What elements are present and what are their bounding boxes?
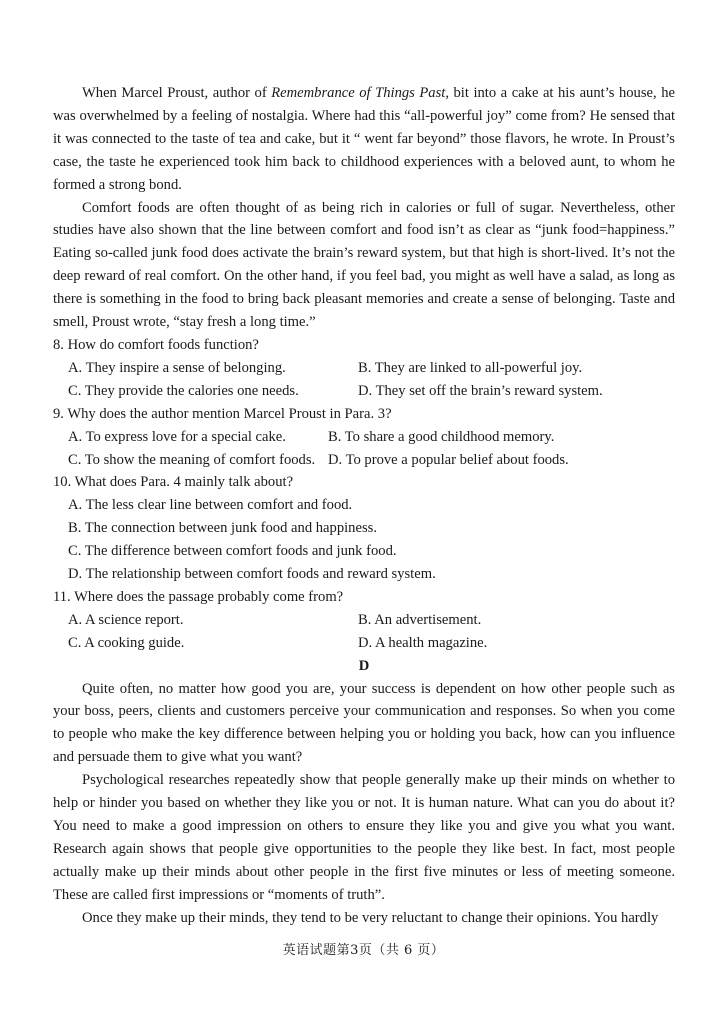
page-footer: 英语试题第3页（共 6 页） bbox=[282, 943, 445, 958]
option-a: A. A science report. bbox=[68, 611, 184, 628]
option-b: B. The connection between junk food and happiness. bbox=[68, 520, 377, 537]
paragraph-text: When Marcel Proust, author of bbox=[82, 85, 272, 101]
question-8 bbox=[53, 334, 675, 403]
section-heading: D bbox=[358, 657, 370, 674]
question-options bbox=[53, 357, 675, 403]
option-b: B. An advertisement. bbox=[358, 611, 482, 628]
option-b: B. To share a good childhood memory. bbox=[328, 428, 555, 445]
page-content bbox=[53, 82, 675, 930]
question-stem: 9. Why does the author mention Marcel Proust in Para. 3? bbox=[53, 405, 392, 422]
question-options bbox=[53, 609, 675, 655]
question-10 bbox=[53, 471, 675, 586]
question-9 bbox=[53, 403, 675, 472]
paragraph-comfort-foods: Comfort foods are often thought of as being rich in calories or full of sugar. Nevertheless, other studies have also shown that the line between comfort and food isn’t as clear as “junk food=happiness.” Eating so-called junk food does activate the brain’s reward system, but that high is short-lived. It’s not the deep reward of real comfort. On the other hand, if you feel bad, you might as well have a salad, as long as there is something in the food to bring back pleasant memories and create a sense of belonging. Taste and smell, Proust wrote, “stay fresh a long time.” bbox=[53, 199, 675, 331]
paragraph-text: , bit into a cake at his aunt’s house, he was overwhelmed by a feeling of nostalgia. Where had this “all-powerful joy” come from? He sensed that it was connected to the taste of tea and cake, but it “ went far beyond” those flavors, he wrote. In Proust’s case, the taste he experienced took him back to childhood experiences with a beloved aunt, to whom he formed a strong bond. bbox=[53, 85, 675, 193]
question-stem: 8. How do comfort foods function? bbox=[53, 336, 259, 353]
paragraph-success: Quite often, no matter how good you are, your success is dependent on how other people such as your boss, peers, clients and customers perceive your communication and responses. So when you come to people who make the key difference between helping you or holding you back, how can you influence and persuade them to give what you want? bbox=[53, 680, 675, 766]
option-d: D. To prove a popular belief about foods. bbox=[328, 451, 569, 468]
option-c: C. The difference between comfort foods and junk food. bbox=[68, 543, 397, 560]
option-c: C. To show the meaning of comfort foods. bbox=[68, 451, 316, 468]
question-stem: 11. Where does the passage probably come from? bbox=[53, 588, 344, 605]
paragraph-proust bbox=[53, 82, 675, 197]
question-options bbox=[53, 426, 675, 472]
option-a: A. The less clear line between comfort and food. bbox=[68, 497, 353, 514]
option-c: C. A cooking guide. bbox=[68, 634, 185, 651]
option-d: D. They set off the brain’s reward system. bbox=[358, 382, 603, 399]
paragraph-opinions: Once they make up their minds, they tend to be very reluctant to change their opinions. You hardly bbox=[82, 909, 659, 926]
option-a: A. They inspire a sense of belonging. bbox=[68, 359, 286, 376]
option-d: D. The relationship between comfort foods and reward system. bbox=[68, 566, 436, 583]
question-11 bbox=[53, 586, 675, 655]
paragraph-psychology: Psychological researches repeatedly show that people generally make up their minds on whether to help or hinder you based on whether they like you or not. It is human nature. What can you do about it? You need to make a good impression on others to ensure they like you and give you what you want. Research again shows that people give opportunities to the people they like best. In fact, most people actually make up their minds about other people in the first five minutes or less of meeting someone. These are called first impressions or “moments of truth”. bbox=[53, 772, 675, 903]
question-options bbox=[53, 494, 675, 586]
option-d: D. A health magazine. bbox=[358, 634, 488, 651]
option-b: B. They are linked to all-powerful joy. bbox=[358, 359, 583, 376]
question-stem: 10. What does Para. 4 mainly talk about? bbox=[53, 474, 294, 491]
option-c: C. They provide the calories one needs. bbox=[68, 382, 299, 399]
book-title: Remembrance of Things Past bbox=[271, 85, 446, 101]
option-a: A. To express love for a special cake. bbox=[68, 428, 286, 445]
